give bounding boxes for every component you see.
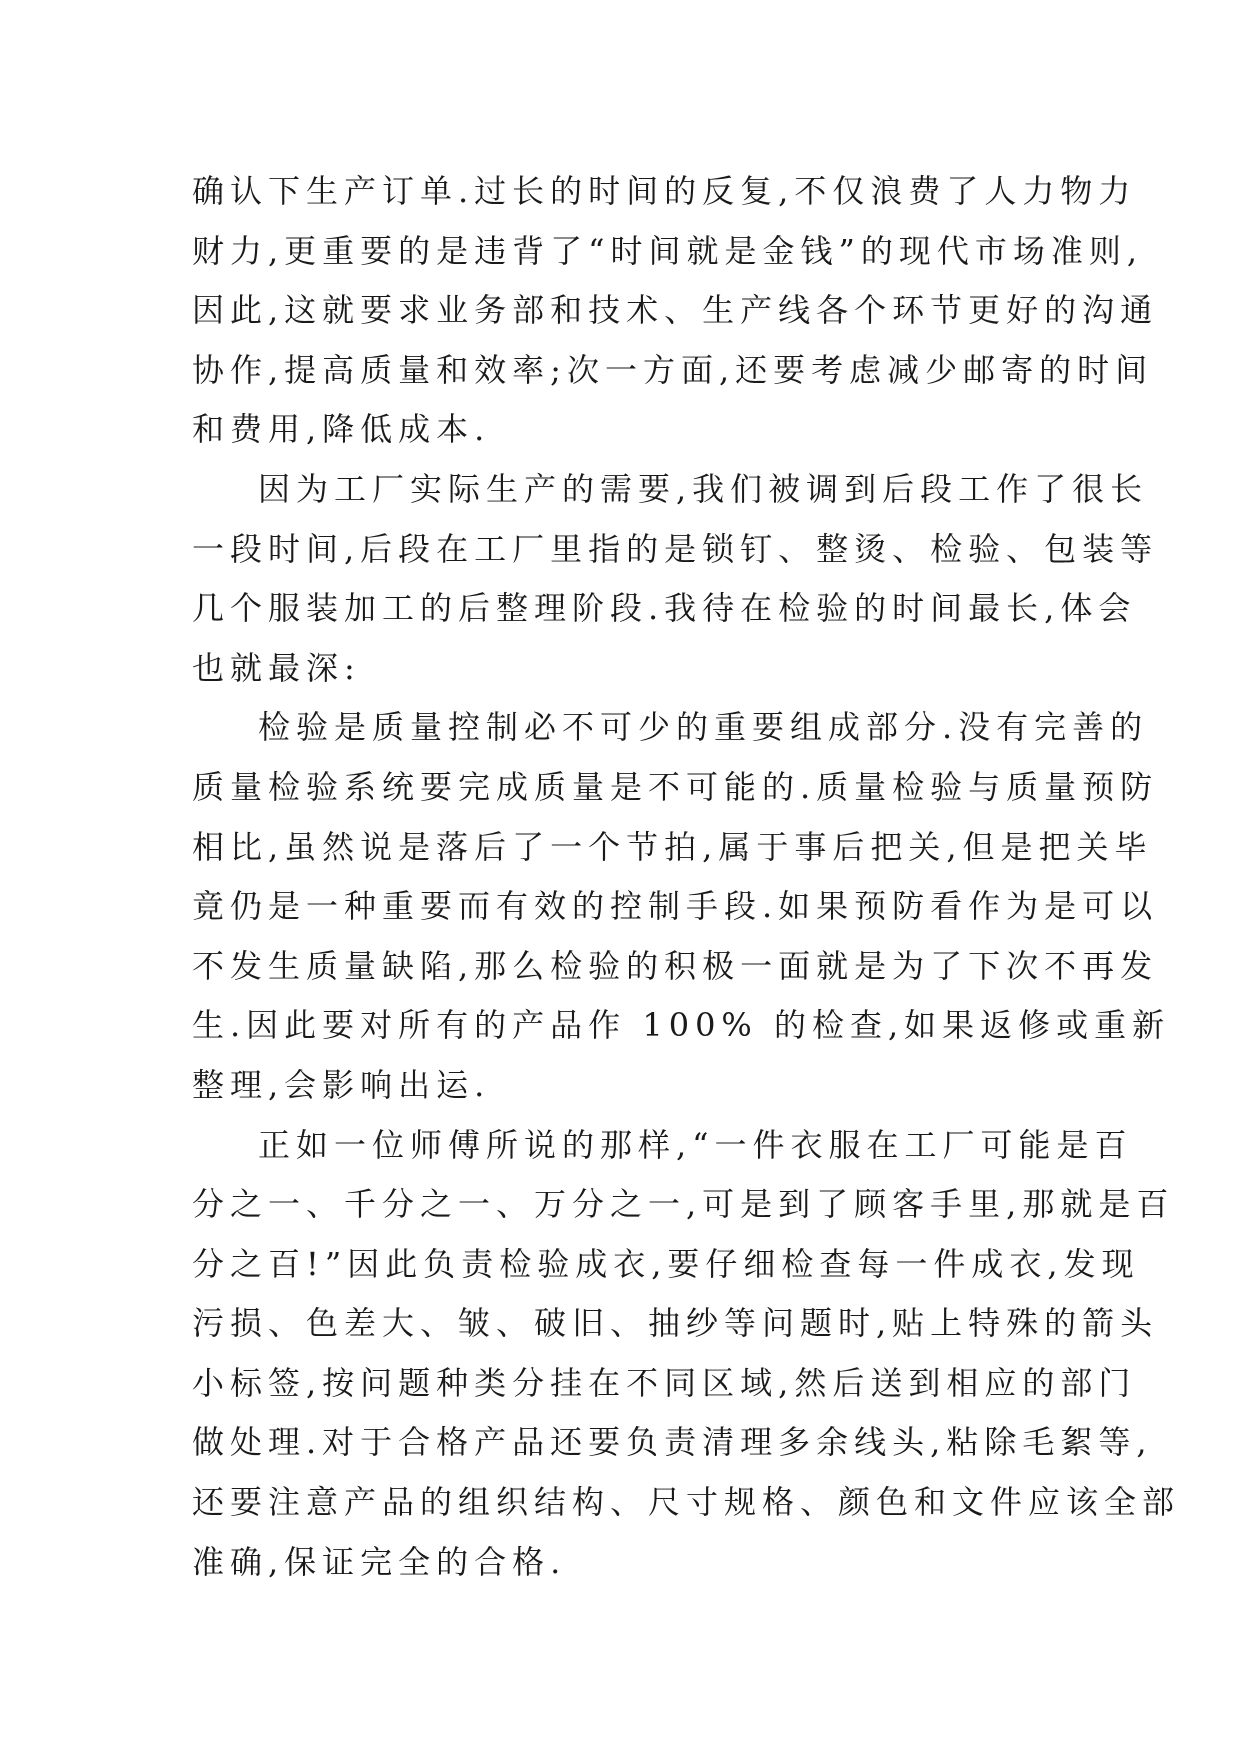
text-line: 分之一、千分之一、万分之一,可是到了顾客手里,那就是百 [192,1185,1175,1224]
text-line: 质量检验系统要完成质量是不可能的.质量检验与质量预防 [192,767,1159,806]
text-line: 不发生质量缺陷,那么检验的积极一面就是为了下次不再发 [192,946,1159,985]
paragraph-3 [192,698,1171,1115]
text-line: 相比,虽然说是落后了一个节拍,属于事后把关,但是把关毕 [192,827,1153,866]
text-line: 整理,会影响出运. [192,1065,491,1104]
text-line: 做处理.对于合格产品还要负责清理多余线头,粘除毛絮等, [192,1423,1153,1462]
text-line: 分之百!”因此负责检验成衣,要仔细检查每一件成衣,发现 [192,1244,1140,1283]
text-line: 因为工厂实际生产的需要,我们被调到后段工作了很长 [258,469,1149,508]
text-line: 协作,提高质量和效率;次一方面,还要考虑减少邮寄的时间 [192,350,1154,389]
text-line: 还要注意产品的组织结构、尺寸规格、颜色和文件应该全部 [192,1483,1181,1522]
text-line: 几个服装加工的后整理阶段.我待在检验的时间最长,体会 [192,589,1137,628]
text-line: 生.因此要对所有的产品作 100% 的检查,如果返修或重新 [192,1006,1171,1045]
text-line: 和费用,降低成本. [192,410,491,449]
text-line: 检验是质量控制必不可少的重要组成部分.没有完善的 [258,708,1149,747]
text-line: 一段时间,后段在工厂里指的是锁钉、整烫、检验、包装等 [192,529,1159,568]
paragraph-2 [192,460,1159,698]
text-line: 污损、色差大、皱、破旧、抽纱等问题时,贴上特殊的箭头 [192,1304,1159,1343]
text-line: 确认下生产订单.过长的时间的反复,不仅浪费了人力物力 [192,172,1137,210]
text-line: 竟仍是一种重要而有效的控制手段.如果预防看作为是可以 [192,887,1159,926]
text-line: 小标签,按问题种类分挂在不同区域,然后送到相应的部门 [192,1363,1137,1402]
text-line: 因此,这就要求业务部和技术、生产线各个环节更好的沟通 [192,291,1159,330]
paragraph-4 [192,1116,1181,1593]
document-body [192,162,1181,1592]
text-line: 正如一位师傅所说的那样,“一件衣服在工厂可能是百 [258,1125,1133,1164]
text-line: 也就最深: [192,648,361,687]
paragraph-1 [192,162,1159,460]
text-line: 财力,更重要的是违背了“时间就是金钱”的现代市场准则, [192,231,1144,270]
text-line: 准确,保证完全的合格. [192,1542,567,1581]
